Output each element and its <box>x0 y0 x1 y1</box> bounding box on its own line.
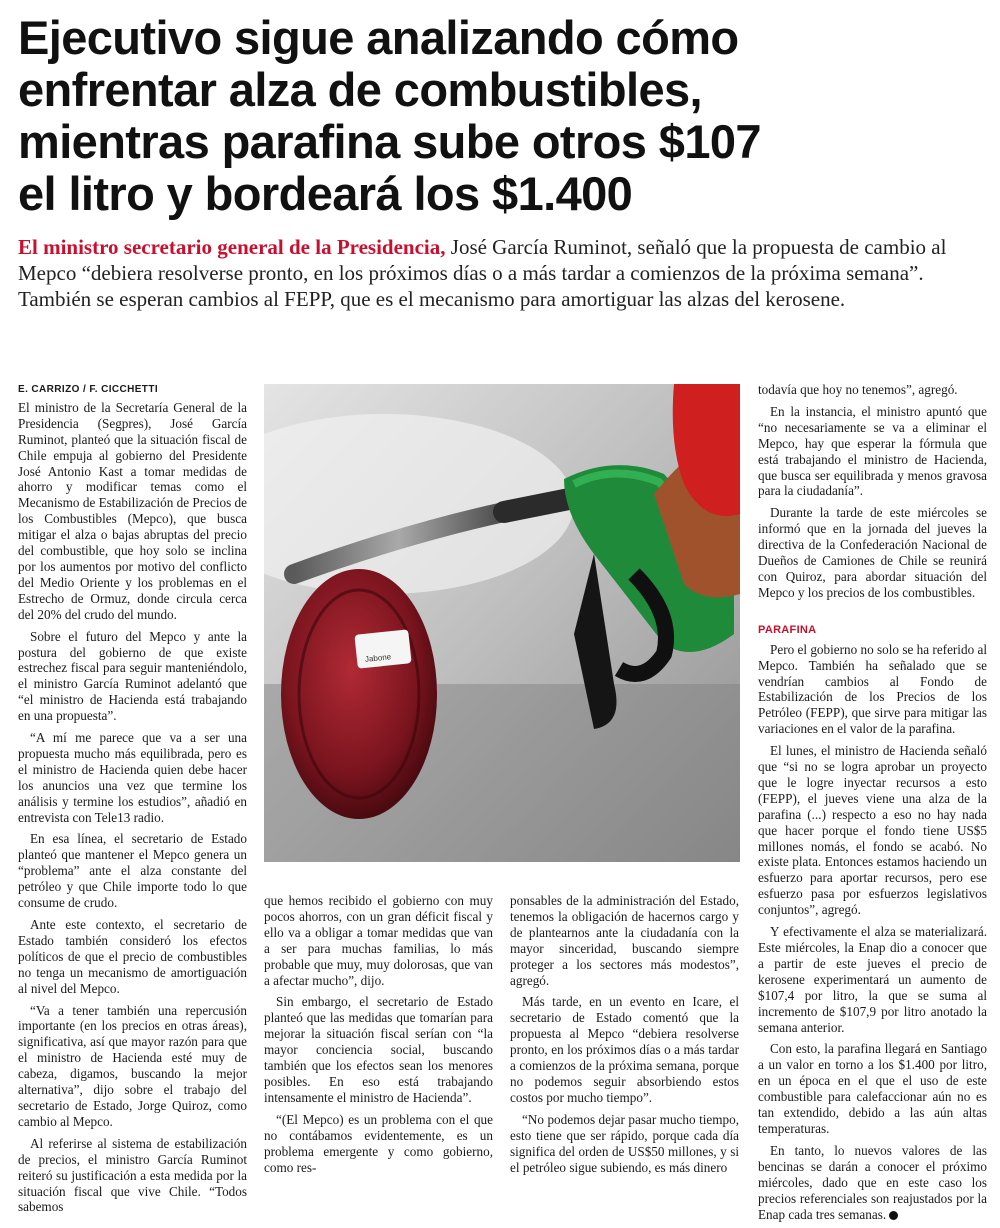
headline-line: Ejecutivo sigue analizando cómo <box>18 11 739 64</box>
paragraph: El lunes, el ministro de Hacienda señaló que “si no se logra aprobar un proyecto que le logre inyectar recursos a esto (FEPP), el jueves viene una alza de la parafina (...) respecto a eso no hay nada que hacer porque el fondo tiene US$5 millones nomás, el fondo se acabó. No existe plata. Entonces estamos haciendo un esfuerzo para aportar recursos, pero ese esfuerzo pasa por esfuerzos legislativos conjuntos”, agregó. <box>758 743 987 918</box>
headline <box>18 12 988 220</box>
paragraph: “(El Mepco) es un problema con el que no contábamos evidentemente, es un problema emergente y como gobierno, como res- <box>264 1111 493 1175</box>
paragraph: En esa línea, el secretario de Estado planteó que mantener el Mepco genera un “problema” ante el alza constante del petróleo y que Chile importe todo lo que consume de crudo. <box>18 831 247 911</box>
section-subhead: PARAFINA <box>758 623 817 636</box>
paragraph: “A mí me parece que va a ser una propuesta mucho más equilibrada, pero es el ministro de Hacienda quien debe hacer los anuncios una vez que termine los análisis y termine los estudios”, añadió en entrevista con Tele13 radio. <box>18 730 247 825</box>
headline-line: el litro y bordeará los $1.400 <box>18 167 633 220</box>
paragraph: Sin embargo, el secretario de Estado planteó que las medidas que tomarían para mejorar la situación fiscal serían con “la mayor conciencia social, buscando también que los efectos sean los menores posibles. En eso está trabajando intensamente el ministro de Hacienda”. <box>264 994 493 1105</box>
paragraph: “No podemos dejar pasar mucho tiempo, esto tiene que ser rápido, porque cada día significa del orden de US$50 millones, y si el petróleo sigue subiendo, es más dinero <box>510 1111 739 1175</box>
article-column-2 <box>264 893 493 1181</box>
paragraph: Sobre el futuro del Mepco y ante la postura del gobierno de que existe estrechez fiscal para seguir manteniéndolo, el ministro García Ruminot adelantó que “el ministro de Hacienda está trabajando en una propuesta”. <box>18 628 247 724</box>
paragraph <box>758 1143 987 1223</box>
paragraph: En la instancia, el ministro apuntó que “no necesariamente se va a eliminar el Mepco, hay que esperar la fórmula que está trabajando el ministro de Hacienda, que busca ser equilibrada y menos gravosa para la ciudadanía”. <box>758 403 987 499</box>
paragraph: ponsables de la administración del Estado, tenemos la obligación de hacernos cargo y de plantearnos ante la ciudadanía con la mayor sinceridad, buscando siempre proteger a los sectores más modestos”, agregó. <box>510 893 739 988</box>
deck <box>18 234 986 312</box>
headline-line: mientras parafina sube otros $107 <box>18 115 761 168</box>
paragraph: Ante este contexto, el secretario de Estado también consideró los efectos políticos de que el precio de combustibles no tenga un mecanismo de amortiguación al nivel del Mepco. <box>18 917 247 996</box>
article-column-1 <box>18 382 247 1221</box>
paragraph-text: En tanto, lo nuevos valores de las bencinas se darán a conocer el próximo miércoles, dado que en este caso los precios referenciales son reajustados por la Enap cada tres semanas. <box>758 1142 987 1222</box>
paragraph: que hemos recibido el gobierno con muy pocos ahorros, con un gran déficit fiscal y ello va a obligar a tomar medidas que van a ser para muchas familias, lo más probable que muy, muy dolorosas, que van a afectar mucho”, dijo. <box>264 893 493 988</box>
paragraph: todavía que hoy no tenemos”, agregó. <box>758 382 958 397</box>
headline-line: enfrentar alza de combustibles, <box>18 63 702 116</box>
deck-text: José García Ruminot, señaló que la propuesta de cambio al Mepco “debiera resolverse pronto, en los próximos días o a más tardar a comienzos de la próxima semana”. También se esperan cambios al FEPP, que es el mecanismo para amortiguar las alzas del kerosene. <box>18 235 947 311</box>
fuel-nozzle-illustration <box>264 384 740 862</box>
article-column-3 <box>510 893 739 1181</box>
paragraph: Pero el gobierno no solo se ha referido al Mepco. También ha señalado que se vendrían cambios al Fondo de Estabilización de los Precios de los Petróleo (FEPP), que sirve para mitigar las variaciones en el valor de la parafina. <box>758 641 987 737</box>
paragraph: Al referirse al sistema de estabilización de precios, el ministro García Ruminot reiteró su justificación a esta medida por la situación fiscal que vive Chile. “Todos sabemos <box>18 1135 247 1215</box>
article-photo <box>264 384 740 862</box>
paragraph: El ministro de la Secretaría General de la Presidencia (Segpres), José García Ruminot, planteó que la situación fiscal de Chile empuja al gobierno del Presidente José Antonio Kast a tomar medidas de ahorro y modificar temas como el Mecanismo de Estabilización de Precios de los Combustibles (Mepco), que busca mitigar el alza o bajas abruptas del precio del combustible, que hoy solo se inclina por los aumentos por motivo del conflicto del Medio Oriente y los problemas en el Estrecho de Ormuz, donde circula cerca del 20% del crudo del mundo. <box>18 399 247 622</box>
paragraph: Más tarde, en un evento en Icare, el secretario de Estado comentó que la propuesta al Mepco “debiera resolverse pronto, en los próximos días o a más tardar a comienzos de la próxima semana, porque no podemos seguir absorbiendo estos costos por mucho tiempo”. <box>510 994 739 1105</box>
byline: E. CARRIZO / F. CICCHETTI <box>18 384 158 395</box>
cap-sticker-label: Jabone <box>364 652 392 664</box>
deck-lead: El ministro secretario general de la Presidencia, <box>18 235 446 259</box>
paragraph: “Va a tener también una repercusión importante (en los precios en otras áreas), significativa, así que mayor razón para que el ministro de Hacienda esté muy de cabeza, digamos, buscando la mejor alternativa”, dijo sobre el trabajo del secretario de Estado, Jorge Quiroz, como cambio al Mepco. <box>18 1002 247 1129</box>
paragraph: Durante la tarde de este miércoles se informó que en la jornada del jueves la directiva de la Confederación Nacional de Dueños de Camiones de Chile se reunirá con Quiroz, para abordar situación del Mepco y los precios de los combustibles. <box>758 505 987 600</box>
paragraph: Y efectivamente el alza se materializará. Este miércoles, la Enap dio a conocer que a partir de este jueves el precio de kerosene experimentará un aumento de $107,4 por litro, la que se suma al incremento de $107,9 por litro anotado la semana anterior. <box>758 924 987 1035</box>
article-column-4 <box>758 382 987 1228</box>
paragraph: Con esto, la parafina llegará en Santiago a un valor en torno a los $1.400 por litro, en un época en el que el uso de este combustible para calefaccionar aún no es tan extendido, debido a las aún altas temperaturas. <box>758 1041 987 1136</box>
end-of-article-icon <box>889 1211 898 1220</box>
